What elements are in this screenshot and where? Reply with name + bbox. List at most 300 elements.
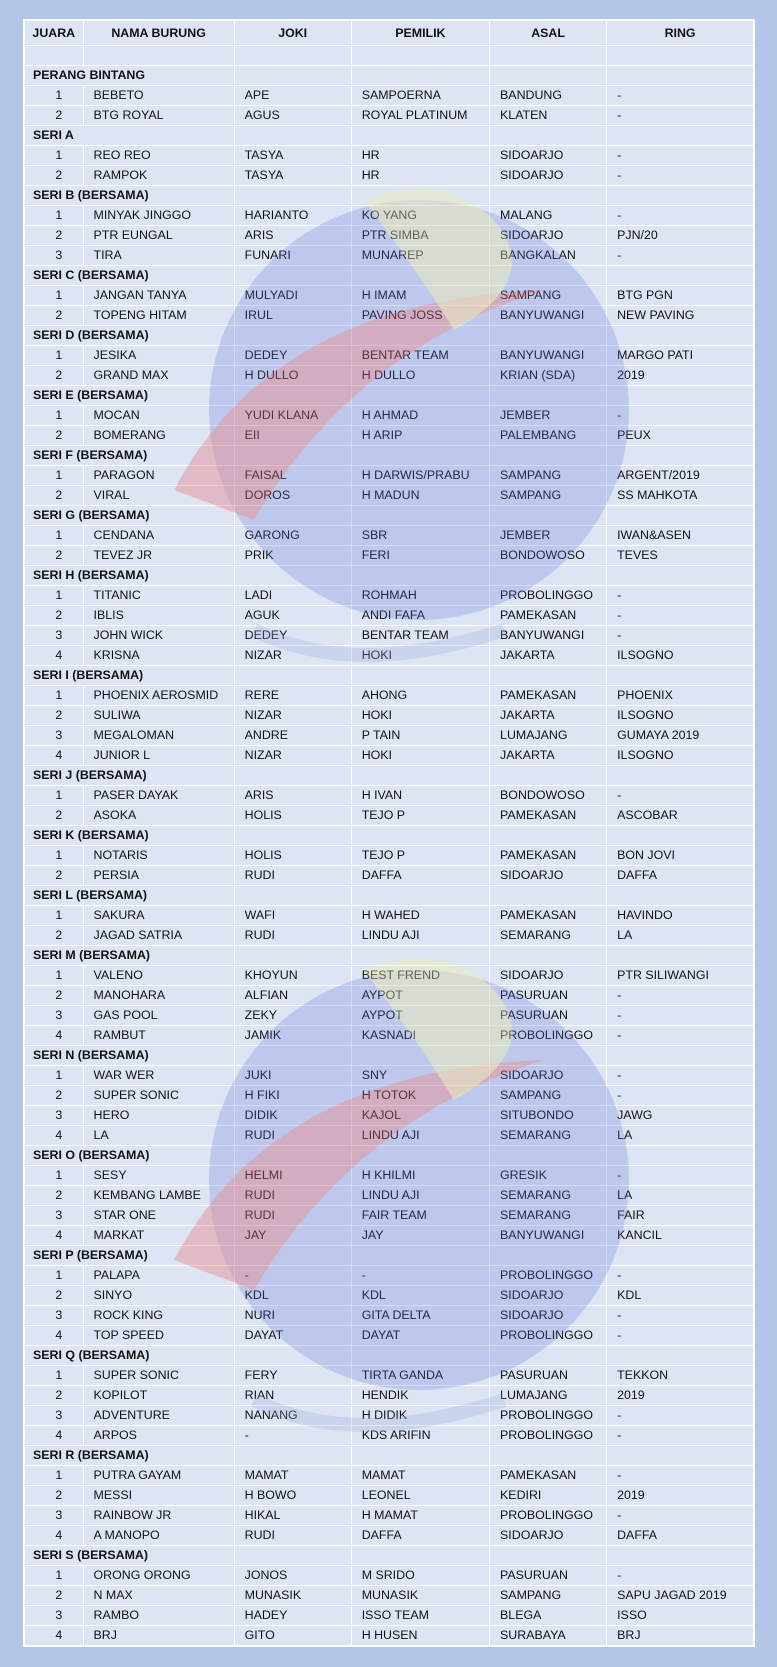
group-title: SERI R (BERSAMA) (25, 1446, 235, 1466)
pemilik-cell: H DARWIS/PRABU (351, 466, 489, 486)
rank-cell: 2 (25, 1586, 84, 1606)
joki-cell: RUDI (234, 1126, 351, 1146)
joki-cell: LADI (234, 586, 351, 606)
table-row (25, 526, 754, 546)
ring-cell: - (607, 1406, 754, 1426)
table-row (25, 806, 754, 826)
bird-name-cell: SUPER SONIC (83, 1086, 234, 1106)
bird-name-cell: ORONG ORONG (83, 1566, 234, 1586)
ring-cell: - (607, 246, 754, 266)
bird-name-cell: WAR WER (83, 1066, 234, 1086)
table-row (25, 426, 754, 446)
table-row (25, 1366, 754, 1386)
group-title: SERI J (BERSAMA) (25, 766, 235, 786)
ring-cell: DAFFA (607, 1526, 754, 1546)
group-row (25, 1446, 754, 1466)
joki-cell: MULYADI (234, 286, 351, 306)
group-title: SERI G (BERSAMA) (25, 506, 235, 526)
asal-cell: KRIAN (SDA) (490, 366, 607, 386)
bird-name-cell: JUNIOR L (83, 746, 234, 766)
asal-cell: SAMPANG (490, 466, 607, 486)
bird-name-cell: RAMBO (83, 1606, 234, 1626)
asal-cell: PROBOLINGGO (490, 1026, 607, 1046)
asal-cell: SIDOARJO (490, 966, 607, 986)
asal-cell: KLATEN (490, 106, 607, 126)
group-row (25, 666, 754, 686)
header-nama-burung: NAMA BURUNG (83, 21, 234, 46)
joki-cell: RIAN (234, 1386, 351, 1406)
rank-cell: 2 (25, 1486, 84, 1506)
pemilik-cell: P TAIN (351, 726, 489, 746)
rank-cell: 4 (25, 1126, 84, 1146)
ring-cell: - (607, 406, 754, 426)
table-row (25, 226, 754, 246)
bird-name-cell: ARPOS (83, 1426, 234, 1446)
header-row (25, 21, 754, 46)
bird-name-cell: PASER DAYAK (83, 786, 234, 806)
bird-name-cell: VIRAL (83, 486, 234, 506)
ring-cell: - (607, 1026, 754, 1046)
bird-name-cell: IBLIS (83, 606, 234, 626)
group-row (25, 766, 754, 786)
asal-cell: BONDOWOSO (490, 546, 607, 566)
group-row (25, 566, 754, 586)
table-row (25, 786, 754, 806)
table-row (25, 1206, 754, 1226)
pemilik-cell: SAMPOERNA (351, 86, 489, 106)
table-row (25, 846, 754, 866)
asal-cell: JEMBER (490, 526, 607, 546)
bird-name-cell: REO REO (83, 146, 234, 166)
ring-cell: TEVES (607, 546, 754, 566)
group-title: SERI A (25, 126, 235, 146)
rank-cell: 4 (25, 1326, 84, 1346)
table-row (25, 406, 754, 426)
ring-cell: - (607, 986, 754, 1006)
ring-cell: ILSOGNO (607, 706, 754, 726)
rank-cell: 1 (25, 206, 84, 226)
bird-name-cell: RAMPOK (83, 166, 234, 186)
ring-cell: - (607, 146, 754, 166)
joki-cell: RUDI (234, 1186, 351, 1206)
bird-name-cell: BTG ROYAL (83, 106, 234, 126)
ring-cell: 2019 (607, 366, 754, 386)
joki-cell: MUNASIK (234, 1586, 351, 1606)
rank-cell: 3 (25, 1306, 84, 1326)
rank-cell: 4 (25, 1026, 84, 1046)
joki-cell: - (234, 1426, 351, 1446)
ring-cell: FAIR (607, 1206, 754, 1226)
pemilik-cell: BEST FREND (351, 966, 489, 986)
joki-cell: KDL (234, 1286, 351, 1306)
bird-name-cell: MESSI (83, 1486, 234, 1506)
pemilik-cell: BENTAR TEAM (351, 626, 489, 646)
asal-cell: PROBOLINGGO (490, 1426, 607, 1446)
group-row (25, 886, 754, 906)
table-row (25, 1266, 754, 1286)
asal-cell: BANYUWANGI (490, 626, 607, 646)
asal-cell: JAKARTA (490, 646, 607, 666)
rank-cell: 1 (25, 686, 84, 706)
joki-cell: KHOYUN (234, 966, 351, 986)
rank-cell: 3 (25, 1406, 84, 1426)
pemilik-cell: PTR SIMBA (351, 226, 489, 246)
group-title: SERI H (BERSAMA) (25, 566, 235, 586)
ring-cell: TEKKON (607, 1366, 754, 1386)
table-row (25, 1586, 754, 1606)
table-row (25, 1286, 754, 1306)
bird-name-cell: ROCK KING (83, 1306, 234, 1326)
joki-cell: NANANG (234, 1406, 351, 1426)
joki-cell: ALFIAN (234, 986, 351, 1006)
blank-row (25, 46, 754, 66)
group-title: SERI O (BERSAMA) (25, 1146, 235, 1166)
bird-name-cell: JOHN WICK (83, 626, 234, 646)
asal-cell: BONDOWOSO (490, 786, 607, 806)
group-row (25, 1346, 754, 1366)
rank-cell: 2 (25, 986, 84, 1006)
group-title: SERI D (BERSAMA) (25, 326, 235, 346)
table-row (25, 466, 754, 486)
pemilik-cell: AYPOT (351, 1006, 489, 1026)
header-pemilik: PEMILIK (351, 21, 489, 46)
pemilik-cell: DAYAT (351, 1326, 489, 1346)
pemilik-cell: H ARIP (351, 426, 489, 446)
rank-cell: 2 (25, 366, 84, 386)
rank-cell: 2 (25, 486, 84, 506)
joki-cell: NIZAR (234, 706, 351, 726)
asal-cell: BANYUWANGI (490, 346, 607, 366)
bird-name-cell: SINYO (83, 1286, 234, 1306)
asal-cell: PASURUAN (490, 1006, 607, 1026)
asal-cell: SAMPANG (490, 1586, 607, 1606)
asal-cell: SEMARANG (490, 926, 607, 946)
rank-cell: 1 (25, 1466, 84, 1486)
ring-cell: - (607, 166, 754, 186)
rank-cell: 1 (25, 846, 84, 866)
bird-name-cell: A MANOPO (83, 1526, 234, 1546)
bird-name-cell: MEGALOMAN (83, 726, 234, 746)
asal-cell: LUMAJANG (490, 726, 607, 746)
asal-cell: GRESIK (490, 1166, 607, 1186)
pemilik-cell: H IMAM (351, 286, 489, 306)
pemilik-cell: H TOTOK (351, 1086, 489, 1106)
rank-cell: 2 (25, 866, 84, 886)
asal-cell: BLEGA (490, 1606, 607, 1626)
group-row (25, 326, 754, 346)
rank-cell: 3 (25, 626, 84, 646)
joki-cell: HIKAL (234, 1506, 351, 1526)
joki-cell: NIZAR (234, 646, 351, 666)
bird-name-cell: STAR ONE (83, 1206, 234, 1226)
asal-cell: SIDOARJO (490, 866, 607, 886)
table-row (25, 586, 754, 606)
joki-cell: ZEKY (234, 1006, 351, 1026)
rank-cell: 2 (25, 706, 84, 726)
joki-cell: ANDRE (234, 726, 351, 746)
pemilik-cell: HOKI (351, 746, 489, 766)
asal-cell: JEMBER (490, 406, 607, 426)
group-title: SERI Q (BERSAMA) (25, 1346, 235, 1366)
table-row (25, 346, 754, 366)
ring-cell: KDL (607, 1286, 754, 1306)
pemilik-cell: - (351, 1266, 489, 1286)
joki-cell: H BOWO (234, 1486, 351, 1506)
ring-cell: - (607, 1066, 754, 1086)
rank-cell: 1 (25, 146, 84, 166)
ring-cell: - (607, 626, 754, 646)
rank-cell: 2 (25, 226, 84, 246)
asal-cell: SIDOARJO (490, 226, 607, 246)
asal-cell: PALEMBANG (490, 426, 607, 446)
ring-cell: - (607, 1266, 754, 1286)
group-title: SERI E (BERSAMA) (25, 386, 235, 406)
rank-cell: 1 (25, 966, 84, 986)
group-title: SERI S (BERSAMA) (25, 1546, 235, 1566)
group-row (25, 446, 754, 466)
asal-cell: BANYUWANGI (490, 306, 607, 326)
ring-cell: ARGENT/2019 (607, 466, 754, 486)
group-row (25, 66, 754, 86)
ring-cell: LA (607, 1186, 754, 1206)
joki-cell: RUDI (234, 1526, 351, 1546)
ring-cell: 2019 (607, 1486, 754, 1506)
ring-cell: - (607, 86, 754, 106)
joki-cell: RERE (234, 686, 351, 706)
joki-cell: HADEY (234, 1606, 351, 1626)
asal-cell: MALANG (490, 206, 607, 226)
ring-cell: KANCIL (607, 1226, 754, 1246)
table-row (25, 1566, 754, 1586)
joki-cell: H FIKI (234, 1086, 351, 1106)
table-row (25, 1306, 754, 1326)
ring-cell: BRJ (607, 1626, 754, 1646)
bird-name-cell: MANOHARA (83, 986, 234, 1006)
rank-cell: 2 (25, 306, 84, 326)
rank-cell: 2 (25, 806, 84, 826)
joki-cell: - (234, 1266, 351, 1286)
joki-cell: RUDI (234, 866, 351, 886)
asal-cell: PROBOLINGGO (490, 1266, 607, 1286)
table-row (25, 206, 754, 226)
joki-cell: DIDIK (234, 1106, 351, 1126)
pemilik-cell: SBR (351, 526, 489, 546)
joki-cell: RUDI (234, 1206, 351, 1226)
pemilik-cell: DAFFA (351, 866, 489, 886)
asal-cell: SEMARANG (490, 1126, 607, 1146)
table-row (25, 106, 754, 126)
header-asal: ASAL (490, 21, 607, 46)
table-row (25, 1626, 754, 1646)
pemilik-cell: H MADUN (351, 486, 489, 506)
pemilik-cell: HOKI (351, 646, 489, 666)
bird-name-cell: JESIKA (83, 346, 234, 366)
joki-cell: TASYA (234, 146, 351, 166)
bird-name-cell: RAMBUT (83, 1026, 234, 1046)
asal-cell: SIDOARJO (490, 1286, 607, 1306)
table-row (25, 146, 754, 166)
pemilik-cell: ROHMAH (351, 586, 489, 606)
pemilik-cell: MUNASIK (351, 1586, 489, 1606)
asal-cell: PROBOLINGGO (490, 1326, 607, 1346)
rank-cell: 2 (25, 606, 84, 626)
asal-cell: LUMAJANG (490, 1386, 607, 1406)
asal-cell: SAMPANG (490, 286, 607, 306)
group-title: SERI K (BERSAMA) (25, 826, 235, 846)
ring-cell: ILSOGNO (607, 646, 754, 666)
ring-cell: - (607, 206, 754, 226)
group-title: SERI F (BERSAMA) (25, 446, 235, 466)
ring-cell: PJN/20 (607, 226, 754, 246)
pemilik-cell: ANDI FAFA (351, 606, 489, 626)
rank-cell: 1 (25, 1166, 84, 1186)
table-row (25, 86, 754, 106)
pemilik-cell: AYPOT (351, 986, 489, 1006)
ring-cell: 2019 (607, 1386, 754, 1406)
pemilik-cell: H MAMAT (351, 1506, 489, 1526)
pemilik-cell: TEJO P (351, 846, 489, 866)
ring-cell: MARGO PATI (607, 346, 754, 366)
pemilik-cell: TEJO P (351, 806, 489, 826)
group-title: SERI N (BERSAMA) (25, 1046, 235, 1066)
bird-name-cell: KOPILOT (83, 1386, 234, 1406)
ring-cell: ASCOBAR (607, 806, 754, 826)
group-title: SERI B (BERSAMA) (25, 186, 235, 206)
joki-cell: APE (234, 86, 351, 106)
rank-cell: 4 (25, 1526, 84, 1546)
rank-cell: 1 (25, 586, 84, 606)
rank-cell: 4 (25, 1426, 84, 1446)
bird-name-cell: BEBETO (83, 86, 234, 106)
asal-cell: SIDOARJO (490, 1306, 607, 1326)
group-row (25, 186, 754, 206)
asal-cell: BANYUWANGI (490, 1226, 607, 1246)
table-row (25, 1326, 754, 1346)
rank-cell: 3 (25, 1506, 84, 1526)
pemilik-cell: GITA DELTA (351, 1306, 489, 1326)
pemilik-cell: KDS ARIFIN (351, 1426, 489, 1446)
ring-cell: - (607, 1086, 754, 1106)
results-table (24, 20, 754, 1646)
ring-cell: PTR SILIWANGI (607, 966, 754, 986)
pemilik-cell: SNY (351, 1066, 489, 1086)
pemilik-cell: ROYAL PLATINUM (351, 106, 489, 126)
ring-cell: - (607, 606, 754, 626)
joki-cell: DOROS (234, 486, 351, 506)
ring-cell: - (607, 1166, 754, 1186)
pemilik-cell: FERI (351, 546, 489, 566)
pemilik-cell: KO YANG (351, 206, 489, 226)
table-row (25, 1486, 754, 1506)
rank-cell: 1 (25, 526, 84, 546)
rank-cell: 1 (25, 406, 84, 426)
rank-cell: 2 (25, 546, 84, 566)
table-row (25, 1426, 754, 1446)
bird-name-cell: N MAX (83, 1586, 234, 1606)
table-row (25, 906, 754, 926)
joki-cell: HARIANTO (234, 206, 351, 226)
joki-cell: PRIK (234, 546, 351, 566)
table-row (25, 366, 754, 386)
rank-cell: 2 (25, 926, 84, 946)
bird-name-cell: KRISNA (83, 646, 234, 666)
table-row (25, 1386, 754, 1406)
joki-cell: JAY (234, 1226, 351, 1246)
group-title: SERI C (BERSAMA) (25, 266, 235, 286)
pemilik-cell: M SRIDO (351, 1566, 489, 1586)
bird-name-cell: TOPENG HITAM (83, 306, 234, 326)
table-row (25, 166, 754, 186)
joki-cell: HELMI (234, 1166, 351, 1186)
table-row (25, 1066, 754, 1086)
pemilik-cell: ISSO TEAM (351, 1606, 489, 1626)
rank-cell: 1 (25, 286, 84, 306)
bird-name-cell: HERO (83, 1106, 234, 1126)
table-row (25, 646, 754, 666)
rank-cell: 1 (25, 1266, 84, 1286)
joki-cell: NURI (234, 1306, 351, 1326)
bird-name-cell: ADVENTURE (83, 1406, 234, 1426)
pemilik-cell: H DIDIK (351, 1406, 489, 1426)
rank-cell: 3 (25, 726, 84, 746)
table-row (25, 1186, 754, 1206)
rank-cell: 1 (25, 466, 84, 486)
group-row (25, 126, 754, 146)
group-row (25, 826, 754, 846)
table-row (25, 866, 754, 886)
header-juara: JUARA (25, 21, 84, 46)
results-body (25, 46, 754, 1646)
bird-name-cell: NOTARIS (83, 846, 234, 866)
rank-cell: 2 (25, 426, 84, 446)
rank-cell: 3 (25, 1206, 84, 1226)
bird-name-cell: BOMERANG (83, 426, 234, 446)
ring-cell: ILSOGNO (607, 746, 754, 766)
rank-cell: 3 (25, 1106, 84, 1126)
ring-cell: SAPU JAGAD 2019 (607, 1586, 754, 1606)
pemilik-cell: TIRTA GANDA (351, 1366, 489, 1386)
table-row (25, 1406, 754, 1426)
bird-name-cell: ASOKA (83, 806, 234, 826)
table-row (25, 1106, 754, 1126)
pemilik-cell: H HUSEN (351, 1626, 489, 1646)
asal-cell: SIDOARJO (490, 146, 607, 166)
pemilik-cell: LINDU AJI (351, 1126, 489, 1146)
group-title: SERI P (BERSAMA) (25, 1246, 235, 1266)
group-row (25, 506, 754, 526)
pemilik-cell: H IVAN (351, 786, 489, 806)
bird-name-cell: PHOENIX AEROSMID (83, 686, 234, 706)
bird-name-cell: MOCAN (83, 406, 234, 426)
ring-cell: GUMAYA 2019 (607, 726, 754, 746)
bird-name-cell: PTR EUNGAL (83, 226, 234, 246)
pemilik-cell: LINDU AJI (351, 1186, 489, 1206)
ring-cell: PHOENIX (607, 686, 754, 706)
bird-name-cell: PUTRA GAYAM (83, 1466, 234, 1486)
pemilik-cell: H WAHED (351, 906, 489, 926)
table-row (25, 1026, 754, 1046)
table-row (25, 306, 754, 326)
joki-cell: ARIS (234, 226, 351, 246)
asal-cell: SEMARANG (490, 1186, 607, 1206)
bird-name-cell: MARKAT (83, 1226, 234, 1246)
asal-cell: SAMPANG (490, 486, 607, 506)
bird-name-cell: RAINBOW JR (83, 1506, 234, 1526)
group-row (25, 266, 754, 286)
rank-cell: 3 (25, 1606, 84, 1626)
bird-name-cell: SUPER SONIC (83, 1366, 234, 1386)
ring-cell: - (607, 586, 754, 606)
